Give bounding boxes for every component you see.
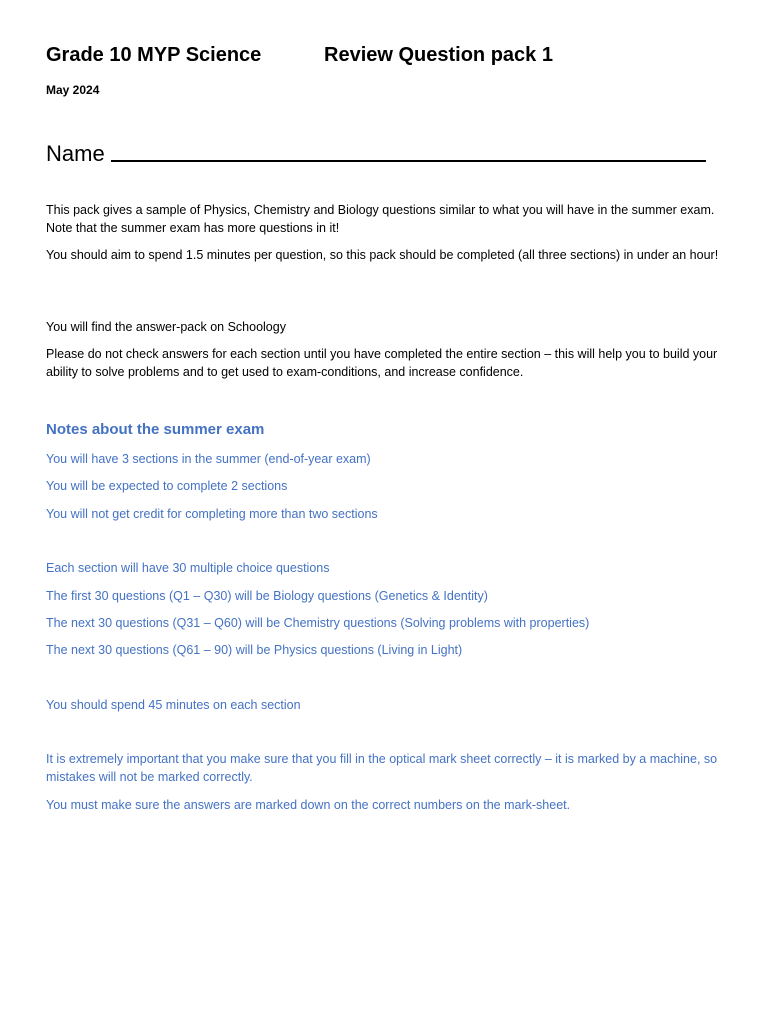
- note-item: The next 30 questions (Q61 – 90) will be Physics questions (Living in Light): [46, 643, 463, 657]
- note-item: You will be expected to complete 2 sections: [46, 479, 288, 493]
- name-underline: [111, 158, 706, 162]
- note-item: You must make sure the answers are marked down on the correct numbers on the mark-sheet.: [46, 798, 571, 812]
- note-item: The next 30 questions (Q31 – Q60) will be Chemistry questions (Solving problems with properties): [46, 616, 590, 630]
- note-item: The first 30 questions (Q1 – Q30) will be Biology questions (Genetics & Identity): [46, 589, 488, 603]
- course-title: Grade 10 MYP Science: [46, 44, 262, 66]
- document-header: [46, 44, 726, 74]
- note-item: You should spend 45 minutes on each section: [46, 698, 301, 712]
- name-field: [46, 137, 706, 167]
- intro-paragraph-4: Please do not check answers for each section until you have completed the entire section – this will help you to build your ability to solve problems and to get used to exam-conditions, and increase confidence.: [46, 347, 718, 379]
- note-item: It is extremely important that you make sure that you fill in the optical mark sheet correctly – it is marked by a machine, so mistakes will not be marked correctly.: [46, 752, 718, 784]
- note-item: Each section will have 30 multiple choice questions: [46, 561, 330, 575]
- intro-paragraph-2: You should aim to spend 1.5 minutes per question, so this pack should be completed (all three sections) in under an hour!: [46, 248, 719, 262]
- name-label: Name: [46, 141, 105, 166]
- note-item: You will have 3 sections in the summer (end-of-year exam): [46, 452, 371, 466]
- intro-paragraph-3: You will find the answer-pack on Schoology: [46, 320, 286, 334]
- note-item: You will not get credit for completing more than two sections: [46, 507, 378, 521]
- document-date: May 2024: [46, 83, 100, 97]
- intro-paragraph-1: This pack gives a sample of Physics, Chemistry and Biology questions similar to what you will have in the summer exam. Note that the summer exam has more questions in it!: [46, 203, 715, 235]
- notes-heading: Notes about the summer exam: [46, 421, 265, 438]
- pack-title: Review Question pack 1: [324, 44, 553, 66]
